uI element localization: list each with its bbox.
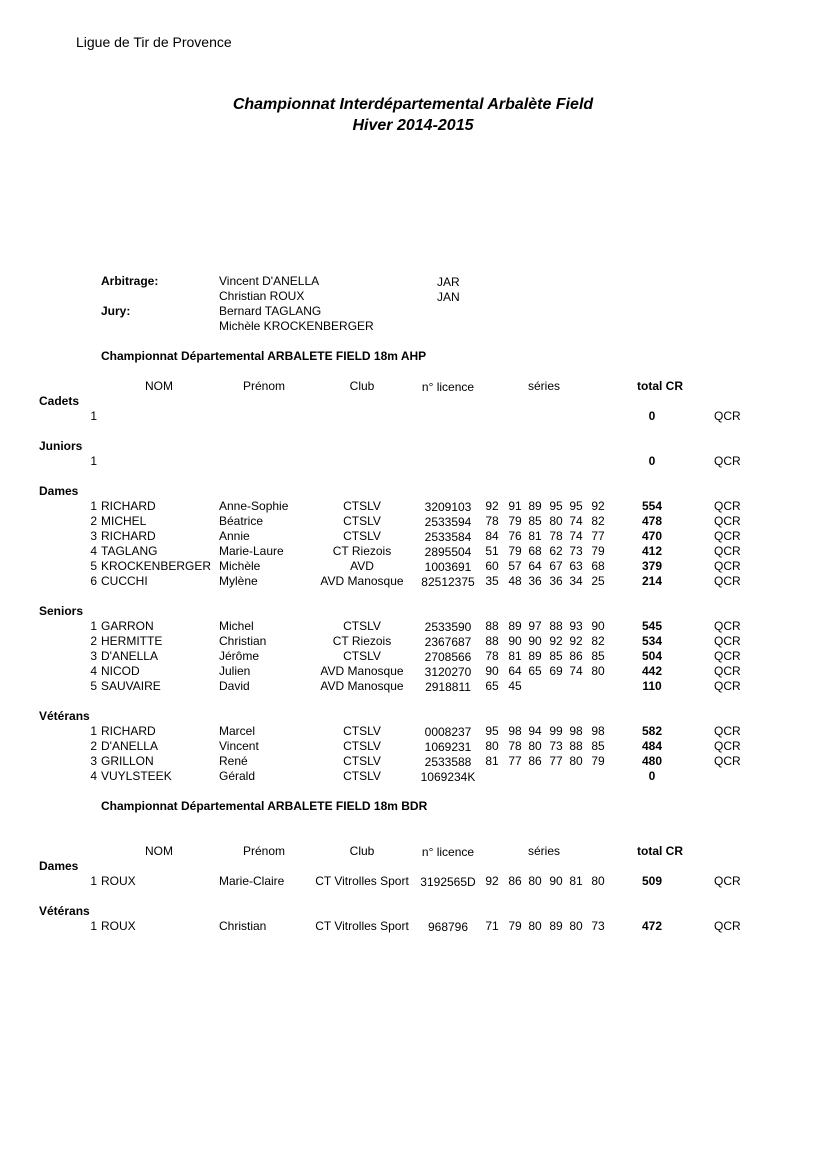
shooter-prenom: Michel — [219, 619, 254, 633]
series-score: 85 — [591, 649, 605, 663]
series-score: 77 — [549, 754, 563, 768]
category-label: Cadets — [39, 394, 80, 408]
series-score: 94 — [528, 724, 542, 738]
series-score: 85 — [528, 514, 542, 528]
category-label: Vétérans — [39, 904, 90, 918]
series-score: 90 — [485, 664, 499, 678]
shooter-club: CT Riezois — [332, 544, 392, 558]
series-score: 91 — [508, 499, 522, 513]
series-score: 77 — [591, 529, 605, 543]
column-header-nom: NOM — [145, 379, 173, 393]
qcr-status: QCR — [714, 409, 741, 423]
shooter-licence: 2918811 — [425, 680, 471, 694]
series-score: 88 — [569, 739, 583, 753]
qcr-status: QCR — [714, 754, 741, 768]
series-score: 86 — [528, 754, 542, 768]
shooter-prenom: Michèle — [219, 559, 261, 573]
series-score: 98 — [591, 724, 605, 738]
series-score: 76 — [508, 529, 522, 543]
qcr-status: QCR — [714, 739, 741, 753]
section-title: Championnat Départemental ARBALETE FIELD 18m BDR — [101, 799, 428, 813]
qcr-status: QCR — [714, 724, 741, 738]
total-score: 582 — [641, 724, 663, 738]
official-role: JAN — [437, 290, 460, 304]
series-score: 60 — [485, 559, 499, 573]
total-score: 534 — [641, 634, 663, 648]
rank: 6 — [90, 574, 97, 588]
series-score: 73 — [569, 544, 583, 558]
section-title: Championnat Départemental ARBALETE FIELD 18m AHP — [101, 349, 427, 363]
series-score: 92 — [569, 634, 583, 648]
qcr-status: QCR — [714, 499, 741, 513]
shooter-prenom: Gérald — [219, 769, 256, 783]
shooter-prenom: Jérôme — [219, 649, 260, 663]
rank: 3 — [90, 649, 97, 663]
column-header-licence: n° licence — [421, 845, 475, 859]
series-score: 80 — [591, 664, 605, 678]
series-score: 64 — [528, 559, 542, 573]
series-score: 48 — [508, 574, 522, 588]
series-score: 85 — [549, 649, 563, 663]
shooter-nom: SAUVAIRE — [101, 679, 161, 693]
page-title: Championnat Interdépartemental Arbalète Field — [232, 96, 594, 113]
shooter-licence: 2533594 — [424, 515, 472, 529]
series-score: 62 — [549, 544, 563, 558]
qcr-status: QCR — [714, 664, 741, 678]
series-score: 35 — [485, 574, 499, 588]
series-score: 63 — [569, 559, 583, 573]
total-score: 379 — [641, 559, 663, 573]
shooter-club: AVD Manosque — [320, 574, 404, 588]
shooter-nom: CUCCHI — [101, 574, 148, 588]
series-score: 36 — [549, 574, 563, 588]
shooter-licence: 3120270 — [424, 665, 472, 679]
shooter-licence: 1069231 — [424, 740, 472, 754]
total-score: 504 — [641, 649, 663, 663]
category-label: Dames — [39, 484, 79, 498]
official-name: Bernard TAGLANG — [219, 304, 322, 318]
total-score: 0 — [648, 454, 656, 468]
series-score: 45 — [508, 679, 522, 693]
shooter-nom: ROUX — [101, 874, 136, 888]
series-score: 74 — [569, 514, 583, 528]
series-score: 64 — [508, 664, 522, 678]
series-score: 85 — [591, 739, 605, 753]
shooter-prenom: Marie-Claire — [219, 874, 285, 888]
series-score: 95 — [485, 724, 499, 738]
qcr-status: QCR — [714, 874, 741, 888]
qcr-status: QCR — [714, 454, 741, 468]
shooter-club: AVD Manosque — [320, 679, 404, 693]
qcr-status: QCR — [714, 634, 741, 648]
series-score: 65 — [528, 664, 542, 678]
series-score: 89 — [528, 649, 542, 663]
shooter-licence: 2533588 — [424, 755, 472, 769]
series-score: 36 — [528, 574, 542, 588]
series-score: 74 — [569, 529, 583, 543]
series-score: 79 — [508, 514, 522, 528]
rank: 3 — [90, 529, 97, 543]
qcr-status: QCR — [714, 619, 741, 633]
total-score: 554 — [641, 499, 663, 513]
series-score: 90 — [591, 619, 605, 633]
shooter-licence: 0008237 — [424, 725, 472, 739]
rank: 2 — [90, 739, 97, 753]
league-name: Ligue de Tir de Provence — [76, 34, 232, 50]
shooter-club: CTSLV — [343, 739, 381, 753]
shooter-nom: NICOD — [101, 664, 140, 678]
series-score: 79 — [508, 919, 522, 933]
total-score: 0 — [648, 769, 656, 783]
qcr-status: QCR — [714, 514, 741, 528]
series-score: 82 — [591, 634, 605, 648]
shooter-licence: 1003691 — [424, 560, 472, 574]
shooter-licence: 968796 — [427, 920, 469, 934]
shooter-nom: KROCKENBERGER — [101, 559, 212, 573]
shooter-licence: 3192565D — [420, 875, 476, 889]
shooter-nom: RICHARD — [101, 724, 156, 738]
shooter-prenom: Marcel — [219, 724, 256, 738]
qcr-status: QCR — [714, 559, 741, 573]
qcr-status: QCR — [714, 544, 741, 558]
series-score: 57 — [508, 559, 522, 573]
shooter-club: CT Riezois — [332, 634, 392, 648]
qcr-status: QCR — [714, 649, 741, 663]
total-score: 472 — [641, 919, 663, 933]
shooter-prenom: Christian — [219, 634, 267, 648]
qcr-status: QCR — [714, 679, 741, 693]
series-score: 78 — [485, 649, 499, 663]
shooter-prenom: Christian — [219, 919, 267, 933]
shooter-club: AVD Manosque — [320, 664, 404, 678]
series-score: 81 — [485, 754, 499, 768]
column-header-prenom: Prénom — [242, 844, 286, 858]
shooter-prenom: Anne-Sophie — [219, 499, 289, 513]
series-score: 92 — [485, 874, 499, 888]
shooter-licence: 2533584 — [424, 530, 472, 544]
series-score: 86 — [508, 874, 522, 888]
shooter-nom: ROUX — [101, 919, 136, 933]
qcr-status: QCR — [714, 529, 741, 543]
series-score: 77 — [508, 754, 522, 768]
series-score: 99 — [549, 724, 563, 738]
rank: 1 — [90, 499, 97, 513]
series-score: 84 — [485, 529, 499, 543]
total-score: 412 — [641, 544, 663, 558]
rank: 4 — [90, 769, 97, 783]
total-score: 545 — [641, 619, 663, 633]
column-header-club: Club — [349, 379, 375, 393]
page-subtitle: Hiver 2014-2015 — [352, 117, 474, 134]
qcr-status: QCR — [714, 919, 741, 933]
shooter-club: CT Vitrolles Sport — [315, 919, 409, 933]
series-score: 92 — [485, 499, 499, 513]
series-score: 89 — [508, 619, 522, 633]
column-header-prenom: Prénom — [242, 379, 286, 393]
shooter-club: CTSLV — [343, 529, 381, 543]
series-score: 95 — [549, 499, 563, 513]
shooter-prenom: Mylène — [219, 574, 258, 588]
shooter-club: CTSLV — [343, 724, 381, 738]
rank: 1 — [90, 919, 97, 933]
shooter-licence: 82512375 — [421, 575, 475, 589]
shooter-nom: D'ANELLA — [101, 739, 158, 753]
shooter-nom: HERMITTE — [101, 634, 163, 648]
shooter-prenom: David — [219, 679, 250, 693]
series-score: 97 — [528, 619, 542, 633]
column-header-club: Club — [349, 844, 375, 858]
shooter-nom: RICHARD — [101, 499, 156, 513]
rank: 4 — [90, 544, 97, 558]
shooter-club: CTSLV — [343, 754, 381, 768]
arbitrage-label: Arbitrage: — [101, 274, 159, 288]
shooter-club: CT Vitrolles Sport — [315, 874, 409, 888]
shooter-licence: 2533590 — [424, 620, 472, 634]
shooter-prenom: Julien — [219, 664, 251, 678]
total-score: 478 — [641, 514, 663, 528]
column-header-licence: n° licence — [421, 380, 475, 394]
shooter-licence: 1069234K — [420, 770, 476, 784]
series-score: 80 — [569, 754, 583, 768]
shooter-prenom: Marie-Laure — [219, 544, 284, 558]
shooter-licence: 2708566 — [424, 650, 472, 664]
shooter-nom: D'ANELLA — [101, 649, 158, 663]
shooter-nom: GRILLON — [101, 754, 154, 768]
rank: 1 — [90, 619, 97, 633]
rank: 5 — [90, 559, 97, 573]
total-score: 484 — [641, 739, 663, 753]
total-score: 214 — [641, 574, 663, 588]
series-score: 88 — [549, 619, 563, 633]
rank: 4 — [90, 664, 97, 678]
series-score: 79 — [591, 754, 605, 768]
shooter-prenom: René — [219, 754, 248, 768]
rank: 1 — [90, 454, 97, 468]
series-score: 78 — [508, 739, 522, 753]
shooter-licence: 3209103 — [424, 500, 472, 514]
series-score: 80 — [528, 919, 542, 933]
series-score: 81 — [508, 649, 522, 663]
shooter-club: CTSLV — [343, 499, 381, 513]
series-score: 88 — [485, 634, 499, 648]
official-name: Vincent D'ANELLA — [219, 274, 320, 288]
series-score: 81 — [569, 874, 583, 888]
category-label: Dames — [39, 859, 79, 873]
official-role: JAR — [437, 275, 460, 289]
rank: 1 — [90, 409, 97, 423]
jury-label: Jury: — [101, 304, 131, 318]
series-score: 88 — [485, 619, 499, 633]
series-score: 73 — [549, 739, 563, 753]
series-score: 93 — [569, 619, 583, 633]
shooter-nom: GARRON — [101, 619, 154, 633]
series-score: 79 — [508, 544, 522, 558]
shooter-licence: 2367687 — [424, 635, 472, 649]
category-label: Juniors — [39, 439, 83, 453]
total-score: 110 — [642, 679, 662, 693]
series-score: 80 — [528, 739, 542, 753]
shooter-nom: MICHEL — [101, 514, 147, 528]
series-score: 74 — [569, 664, 583, 678]
column-header-nom: NOM — [145, 844, 173, 858]
series-score: 90 — [549, 874, 563, 888]
shooter-club: CTSLV — [343, 649, 381, 663]
shooter-nom: TAGLANG — [101, 544, 158, 558]
official-name: Christian ROUX — [219, 289, 305, 303]
series-score: 78 — [549, 529, 563, 543]
shooter-licence: 2895504 — [424, 545, 472, 559]
rank: 5 — [90, 679, 97, 693]
shooter-prenom: Annie — [219, 529, 250, 543]
shooter-prenom: Vincent — [219, 739, 259, 753]
series-score: 80 — [528, 874, 542, 888]
rank: 2 — [90, 634, 97, 648]
series-score: 25 — [591, 574, 605, 588]
series-score: 90 — [508, 634, 522, 648]
column-header-series: séries — [527, 844, 560, 858]
shooter-club: CTSLV — [343, 769, 381, 783]
category-label: Vétérans — [39, 709, 90, 723]
total-score: 480 — [641, 754, 663, 768]
series-score: 79 — [591, 544, 605, 558]
shooter-club: CTSLV — [343, 514, 381, 528]
column-header-total: total CR — [637, 844, 683, 858]
series-score: 86 — [569, 649, 583, 663]
column-header-series: séries — [527, 379, 560, 393]
rank: 1 — [90, 874, 97, 888]
series-score: 71 — [485, 919, 499, 933]
series-score: 89 — [528, 499, 542, 513]
series-score: 80 — [549, 514, 563, 528]
rank: 2 — [90, 514, 97, 528]
series-score: 82 — [591, 514, 605, 528]
series-score: 81 — [528, 529, 542, 543]
total-score: 442 — [641, 664, 663, 678]
official-name: Michèle KROCKENBERGER — [219, 319, 374, 333]
series-score: 80 — [591, 874, 605, 888]
category-label: Seniors — [39, 604, 84, 618]
shooter-prenom: Béatrice — [219, 514, 264, 528]
series-score: 68 — [528, 544, 542, 558]
series-score: 98 — [569, 724, 583, 738]
series-score: 92 — [549, 634, 563, 648]
qcr-status: QCR — [714, 574, 741, 588]
column-header-total: total CR — [637, 379, 683, 393]
series-score: 98 — [508, 724, 522, 738]
rank: 1 — [90, 724, 97, 738]
shooter-club: CTSLV — [343, 619, 381, 633]
series-score: 34 — [569, 574, 583, 588]
total-score: 0 — [648, 409, 656, 423]
shooter-nom: RICHARD — [101, 529, 156, 543]
shooter-club: AVD — [350, 559, 374, 573]
series-score: 67 — [549, 559, 563, 573]
rank: 3 — [90, 754, 97, 768]
series-score: 90 — [528, 634, 542, 648]
series-score: 68 — [591, 559, 605, 573]
series-score: 78 — [485, 514, 499, 528]
series-score: 95 — [569, 499, 583, 513]
series-score: 80 — [485, 739, 499, 753]
series-score: 65 — [485, 679, 499, 693]
series-score: 73 — [591, 919, 605, 933]
series-score: 51 — [485, 544, 499, 558]
series-score: 69 — [549, 664, 563, 678]
total-score: 470 — [641, 529, 663, 543]
total-score: 509 — [641, 874, 663, 888]
series-score: 89 — [549, 919, 563, 933]
series-score: 80 — [569, 919, 583, 933]
series-score: 92 — [591, 499, 605, 513]
shooter-nom: VUYLSTEEK — [101, 769, 172, 783]
